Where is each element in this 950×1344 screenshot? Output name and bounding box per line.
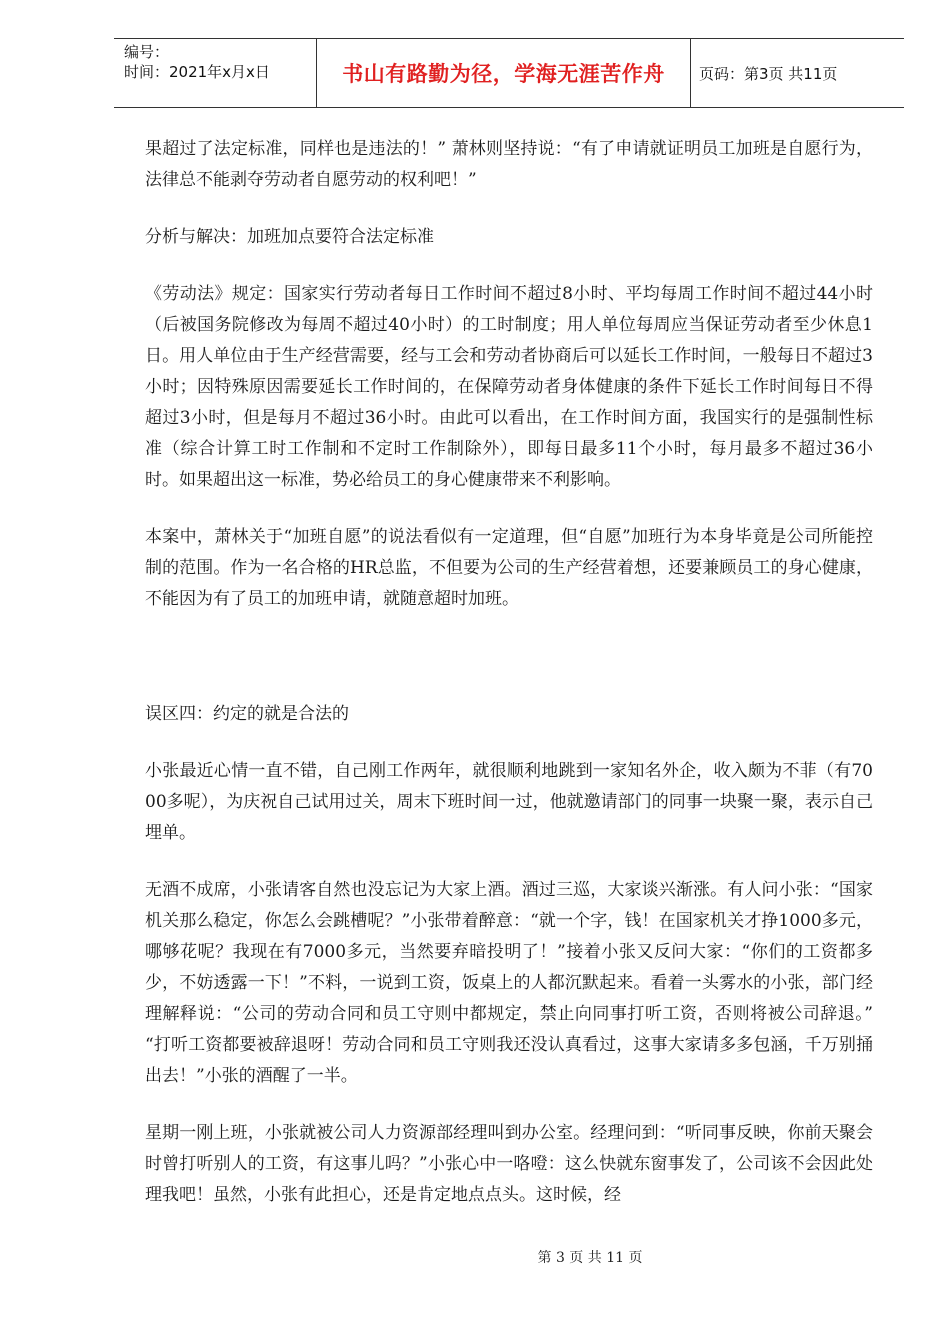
- paragraph-labor-law: 《劳动法》规定：国家实行劳动者每日工作时间不超过8小时、平均每周工作时间不超过44小时（后被国务院修改为每周不超过40小时）的工时制度；用人单位每周应当保证劳动者至少休息1日。用人单位由于生产经营需要，经与工会和劳动者协商后可以延长工作时间，一般每日不超过3小时；因特殊原因需要延长工作时间的，在保障劳动者身体健康的条件下延长工作时间每日不得超过3小时，但是每月不超过36小时。由此可以看出，在工作时间方面，我国实行的是强制性标准（综合计算工时工作制和不定时工作制除外），即每日最多11个小时，每月最多不超过36小时。如果超出这一标准，势必给员工的身心健康带来不利影响。: [145, 284, 873, 490]
- page-footer: 第 3 页 共 11 页: [537, 1250, 643, 1266]
- header-page-info: 页码：第3页 共11页: [699, 64, 838, 83]
- section-heading-misconception-4: 误区四：约定的就是合法的: [145, 704, 349, 724]
- serial-label: 编号：: [124, 43, 170, 61]
- paragraph-xiaozhang-1: 小张最近心情一直不错，自己刚工作两年，就很顺利地跳到一家知名外企，收入颇为不菲（有7000多呢），为庆祝自己试用过关，周末下班时间一过，他就邀请部门的同事一块聚一聚，表示自己埋单。: [145, 761, 873, 843]
- paragraph-1: 果超过了法定标准，同样也是违法的！” 萧林则坚持说：“有了申请就证明员工加班是自愿行为，法律总不能剥夺劳动者自愿劳动的权利吧！”: [145, 139, 873, 190]
- time-label: 时间：2021年x月x日: [124, 63, 270, 81]
- header-motto: 书山有路勤为径，学海无涯苦作舟: [317, 39, 691, 107]
- header-meta-cell: [114, 39, 317, 107]
- document-header: [114, 38, 904, 108]
- paragraph-xiaozhang-3: 星期一刚上班，小张就被公司人力资源部经理叫到办公室。经理问到：“听同事反映，你前天聚会时曾打听别人的工资，有这事儿吗？”小张心中一咯噔：这么快就东窗事发了，公司该不会因此处理我吧！虽然，小张有此担心，还是肯定地点点头。这时候，经: [145, 1123, 873, 1205]
- document-body: [145, 134, 873, 1211]
- paragraph-case-analysis: 本案中，萧林关于“加班自愿”的说法看似有一定道理，但“自愿”加班行为本身毕竟是公司所能控制的范围。作为一名合格的HR总监，不但要为公司的生产经营着想，还要兼顾员工的身心健康，不能因为有了员工的加班申请，就随意超时加班。: [145, 527, 873, 609]
- section-heading-analysis: 分析与解决：加班加点要符合法定标准: [145, 227, 434, 247]
- paragraph-xiaozhang-2: 无酒不成席，小张请客自然也没忘记为大家上酒。酒过三巡，大家谈兴渐涨。有人问小张：“国家机关那么稳定，你怎么会跳槽呢？”小张带着醉意：“就一个字，钱！在国家机关才挣1000多元，哪够花呢？我现在有7000多元，当然要弃暗投明了！”接着小张又反问大家：“你们的工资都多少，不妨透露一下！”不料，一说到工资，饭桌上的人都沉默起来。看着一头雾水的小张，部门经理解释说：“公司的劳动合同和员工守则中都规定，禁止向同事打听工资，否则将被公司辞退。” “打听工资都要被辞退呀！劳动合同和员工守则我还没认真看过，这事大家请多多包涵，千万别捅出去！”小张的酒醒了一半。: [145, 880, 873, 1086]
